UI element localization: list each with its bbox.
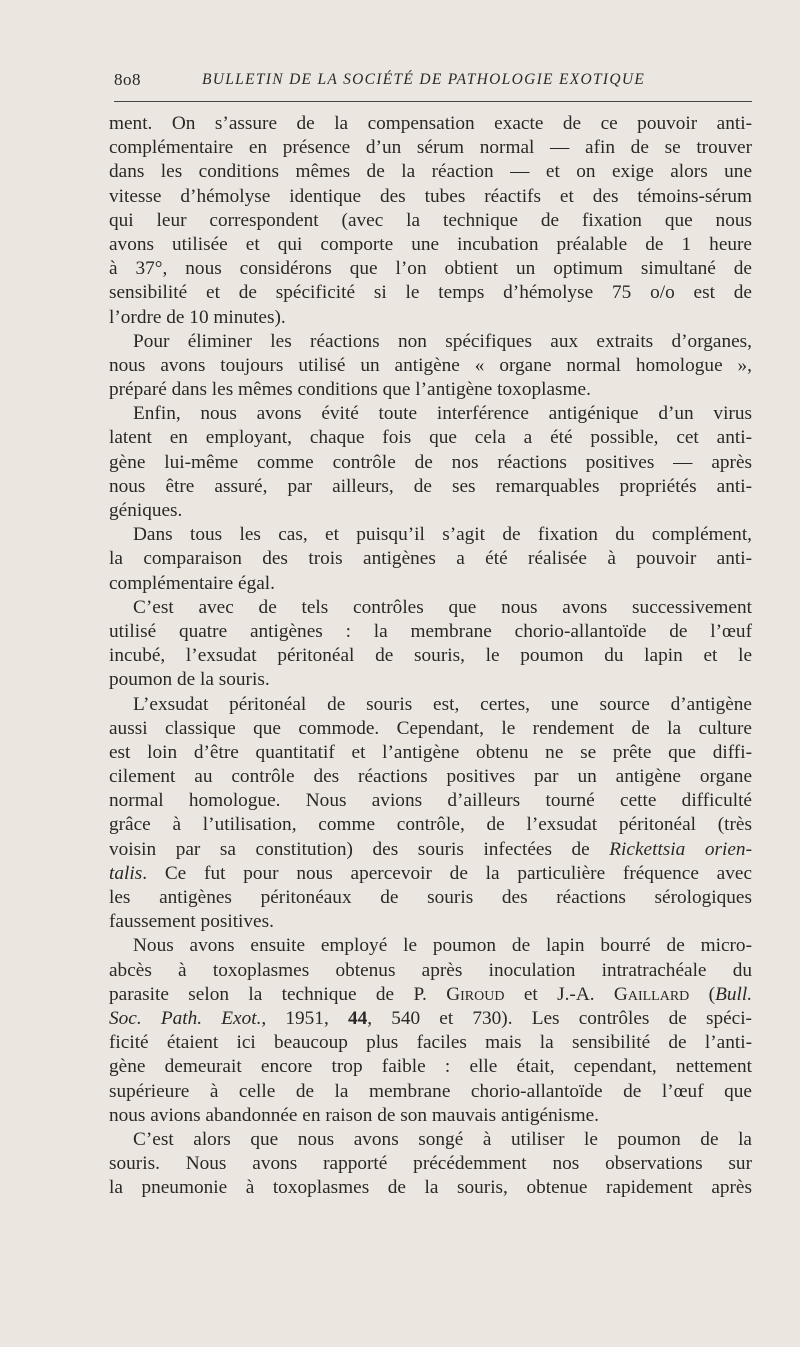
text-line: abcès à toxoplasmes obtenus après inoculation intratrachéale du [109, 959, 752, 981]
text-line: la pneumonie à toxoplasmes de la souris, obtenue rapidement après [109, 1177, 752, 1199]
text-line [109, 983, 752, 1007]
text-line: ficité étaient ici beaucoup plus faciles mais la sensibilité de l’anti- [109, 1032, 752, 1054]
text-span: et J.-A. [504, 983, 614, 1005]
text-line: ment. On s’assure de la compensation exacte de ce pouvoir anti- [109, 113, 752, 134]
text-line: préparé dans les mêmes conditions que l’antigène toxoplasme. [109, 379, 591, 401]
paragraph-start-line: Dans tous les cas, et puisqu’il s’agit de fixation du complément, [133, 524, 752, 546]
volume-number: 44 [347, 1007, 368, 1029]
text-line: les antigènes péritonéaux de souris des réactions sérologiques [109, 887, 752, 908]
paragraph-start-line: C’est avec de tels contrôles que nous avons successivement [133, 596, 752, 618]
text-line: vitesse d’hémolyse identique des tubes réactifs et des témoins-sérum [109, 185, 752, 207]
text-span: ( [689, 983, 716, 1005]
text-span: , 540 et 730). Les contrôles de spéci- [367, 1007, 752, 1029]
text-line: sensibilité et de spécificité si le temps d’hémolyse 75 o/o est de [109, 282, 752, 304]
species-name-italic: Rickettsia orien- [609, 838, 752, 860]
text-line: nous avons toujours utilisé un antigène « organe normal homologue », [109, 354, 752, 376]
body-text [109, 112, 752, 1200]
text-line: l’ordre de 10 minutes). [109, 306, 286, 328]
text-line: grâce à l’utilisation, comme contrôle, de l’exsudat péritonéal (très [109, 814, 752, 836]
text-line: qui leur correspondent (avec la technique de fixation que nous [109, 209, 752, 231]
text-line: dans les conditions mêmes de la réaction — et on exige alors une [109, 161, 752, 183]
text-line: gène demeurait encore trop faible : elle était, cependant, nettement [109, 1056, 752, 1078]
text-line [109, 1007, 752, 1031]
text-span: parasite selon la technique de P. [109, 983, 447, 1005]
text-line: incubé, l’exsudat péritonéal de souris, le poumon du lapin et le [109, 645, 752, 667]
paragraph-start-line: Pour éliminer les réactions non spécifiques aux extraits d’organes, [133, 330, 752, 352]
text-line: utilisé quatre antigènes : la membrane chorio-allantoïde de l’œuf [109, 620, 752, 642]
paragraph-start-line: L’exsudat péritonéal de souris est, certes, une source d’antigène [133, 693, 752, 715]
text-line: est loin d’être quantitatif et l’antigène obtenu ne se prête que diffi- [109, 741, 752, 763]
text-span: . Ce fut pour nous apercevoir de la particulière fréquence avec [142, 862, 752, 884]
text-line: normal homologue. Nous avions d’ailleurs tourné cette difficulté [109, 790, 752, 812]
text-line: la comparaison des trois antigènes a été réalisée à pouvoir anti- [109, 548, 752, 570]
text-line: faussement positives. [109, 911, 274, 933]
text-line: supérieure à celle de la membrane chorio-allantoïde de l’œuf que [109, 1080, 752, 1102]
citation-italic: Bull. [715, 983, 753, 1005]
paragraph-start-line: Nous avons ensuite employé le poumon de lapin bourré de micro- [133, 935, 752, 957]
author-name: Gaillard [613, 983, 690, 1005]
text-line: nous avions abandonnée en raison de son mauvais antigénisme. [109, 1104, 599, 1126]
text-line: nous être assuré, par ailleurs, de ses remarquables propriétés anti- [109, 475, 752, 497]
text-line [109, 862, 752, 886]
text-line: cilement au contrôle des réactions positives par un antigène organe [109, 766, 752, 788]
paragraph-start-line: C’est alors que nous avons songé à utiliser le poumon de la [133, 1128, 752, 1150]
text-line: à 37°, nous considérons que l’on obtient un optimum simultané de [109, 258, 752, 280]
text-line: complémentaire en présence d’un sérum normal — afin de se trouver [109, 137, 752, 159]
text-line: latent en employant, chaque fois que cela a été possible, cet anti- [109, 427, 752, 449]
text-line: complémentaire égal. [109, 572, 275, 594]
text-line: poumon de la souris. [109, 669, 270, 691]
page-header [114, 68, 750, 98]
text-span: , 1951, [261, 1007, 348, 1029]
page-number: 8o8 [114, 70, 141, 89]
header-rule [114, 101, 752, 102]
paragraph-start-line: Enfin, nous avons évité toute interférence antigénique d’un virus [133, 403, 752, 425]
text-line [109, 838, 752, 862]
text-line: souris. Nous avons rapporté précédemment nos observations sur [109, 1153, 752, 1175]
citation-italic: Soc. Path. Exot. [109, 1007, 262, 1029]
text-line: avons utilisée et qui comporte une incubation préalable de 1 heure [109, 233, 752, 255]
text-span: voisin par sa constitution) des souris infectées de [109, 838, 610, 860]
running-title: BULLETIN DE LA SOCIÉTÉ DE PATHOLOGIE EXOTIQUE [202, 71, 646, 88]
text-line: géniques. [109, 500, 183, 521]
text-line: aussi classique que commode. Cependant, le rendement de la culture [109, 717, 752, 739]
text-line: gène lui-même comme contrôle de nos réactions positives — après [109, 451, 752, 473]
species-name-italic: talis [109, 862, 143, 884]
author-name: Giroud [446, 983, 505, 1005]
